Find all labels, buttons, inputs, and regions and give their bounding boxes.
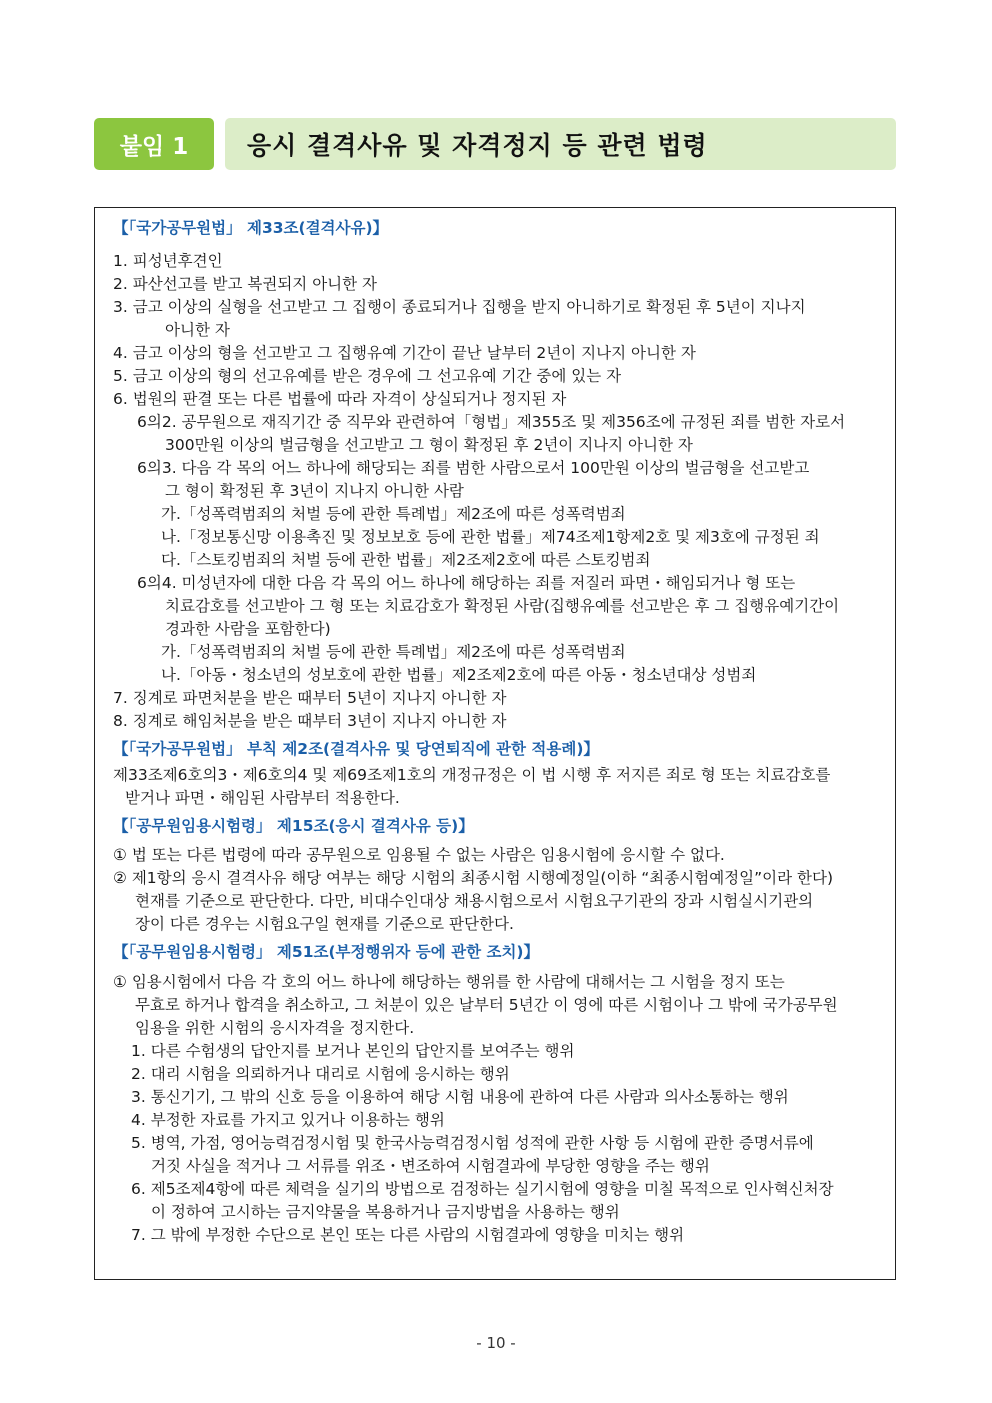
law-line: 7. 징계로 파면처분을 받은 때부터 5년이 지나지 아니한 자 bbox=[113, 689, 507, 707]
law-line: ① 법 또는 다른 법령에 따라 공무원으로 임용될 수 없는 사람은 임용시험에 응시할 수 없다. bbox=[113, 846, 725, 864]
law-line: 이 정하여 고시하는 금지약물을 복용하거나 금지방법을 사용하는 행위 bbox=[151, 1203, 620, 1221]
law-line: 300만원 이상의 벌금형을 선고받고 그 형이 확정된 후 2년이 지나지 아니한 자 bbox=[165, 436, 693, 454]
law-line: 거짓 사실을 적거나 그 서류를 위조・변조하여 시험결과에 부당한 영향을 주는 행위 bbox=[151, 1157, 710, 1175]
law-line: 현재를 기준으로 판단한다. 다만, 비대수인대상 채용시험으로서 시험요구기관의 장과 시험실시기관의 bbox=[135, 892, 814, 910]
law-line: 가.「성폭력범죄의 처벌 등에 관한 특례법」제2조에 따른 성폭력범죄 bbox=[161, 643, 626, 661]
law-line: 다.「스토킹범죄의 처벌 등에 관한 법률」제2조제2호에 따른 스토킹범죄 bbox=[161, 551, 651, 569]
attachment-badge: 붙임 1 bbox=[94, 118, 214, 170]
law-line: 5. 병역, 가점, 영어능력검정시험 및 한국사능력검정시험 성적에 관한 사항 등 시험에 관한 증명서류에 bbox=[131, 1134, 814, 1152]
law-line: 나.「정보통신망 이용촉진 및 정보보호 등에 관한 법률」제74조제1항제2호 및 제3호에 규정된 죄 bbox=[161, 528, 820, 546]
law-line: 무효로 하거나 합격을 취소하고, 그 처분이 있은 날부터 5년간 이 영에 따른 시험이나 그 밖에 국가공무원 bbox=[135, 996, 838, 1014]
law-line: 가.「성폭력범죄의 처벌 등에 관한 특례법」제2조에 따른 성폭력범죄 bbox=[161, 505, 626, 523]
law-line: 3. 금고 이상의 실형을 선고받고 그 집행이 종료되거나 집행을 받지 아니하기로 확정된 후 5년이 지나지 bbox=[113, 298, 806, 316]
law-line: 1. 피성년후견인 bbox=[113, 252, 223, 270]
law-line: 2. 파산선고를 받고 복권되지 아니한 자 bbox=[113, 275, 378, 293]
law-line: 6의4. 미성년자에 대한 다음 각 목의 어느 하나에 해당하는 죄를 저질러 파면・해임되거나 형 또는 bbox=[137, 574, 796, 592]
attachment-header bbox=[94, 118, 896, 170]
attachment-title-bar bbox=[225, 118, 896, 170]
law-line: 장이 다른 경우는 시험요구일 현재를 기준으로 판단한다. bbox=[135, 915, 514, 933]
section-heading: 【「공무원임용시험령」 제15조(응시 결격사유 등)】 bbox=[113, 817, 474, 835]
section-heading: 【「국가공무원법」 제33조(결격사유)】 bbox=[113, 219, 389, 237]
law-line: 6. 제5조제4항에 따른 체력을 실기의 방법으로 검정하는 실기시험에 영향을 미칠 목적으로 인사혁신처장 bbox=[131, 1180, 834, 1198]
law-line: 그 형이 확정된 후 3년이 지나지 아니한 사람 bbox=[165, 482, 464, 500]
law-line: 임용을 위한 시험의 응시자격을 정지한다. bbox=[135, 1019, 415, 1037]
law-line: 1. 다른 수험생의 답안지를 보거나 본인의 답안지를 보여주는 행위 bbox=[131, 1042, 575, 1060]
law-line: 7. 그 밖에 부정한 수단으로 본인 또는 다른 사람의 시험결과에 영향을 미치는 행위 bbox=[131, 1226, 685, 1244]
law-line: 5. 금고 이상의 형의 선고유예를 받은 경우에 그 선고유예 기간 중에 있는 자 bbox=[113, 367, 622, 385]
attachment-title: 응시 결격사유 및 자격정지 등 관련 법령 bbox=[247, 131, 708, 160]
law-line: 6의2. 공무원으로 재직기간 중 직무와 관련하여「형법」제355조 및 제356조에 규정된 죄를 범한 자로서 bbox=[137, 413, 846, 431]
law-line: ① 임용시험에서 다음 각 호의 어느 하나에 해당하는 행위를 한 사람에 대해서는 그 시험을 정지 또는 bbox=[113, 973, 785, 991]
law-line: 8. 징계로 해임처분을 받은 때부터 3년이 지나지 아니한 자 bbox=[113, 712, 507, 730]
law-line: 2. 대리 시험을 의뢰하거나 대리로 시험에 응시하는 행위 bbox=[131, 1065, 510, 1083]
law-line: 아니한 자 bbox=[165, 321, 230, 339]
law-line: 4. 부정한 자료를 가지고 있거나 이용하는 행위 bbox=[131, 1111, 445, 1129]
page-number: - 10 - bbox=[476, 1334, 516, 1352]
law-line: 3. 통신기기, 그 밖의 신호 등을 이용하여 해당 시험 내용에 관하여 다른 사람과 의사소통하는 행위 bbox=[131, 1088, 789, 1106]
law-line: 받거나 파면・해임된 사람부터 적용한다. bbox=[125, 789, 400, 807]
law-line: ② 제1항의 응시 결격사유 해당 여부는 해당 시험의 최종시험 시행예정일(이하 “최종시험예정일”이라 한다) bbox=[113, 869, 834, 887]
law-line: 경과한 사람을 포함한다) bbox=[165, 620, 331, 638]
law-line: 4. 금고 이상의 형을 선고받고 그 집행유예 기간이 끝난 날부터 2년이 지나지 아니한 자 bbox=[113, 344, 696, 362]
law-line: 6의3. 다음 각 목의 어느 하나에 해당되는 죄를 범한 사람으로서 100만원 이상의 벌금형을 선고받고 bbox=[137, 459, 810, 477]
law-line: 제33조제6호의3・제6호의4 및 제69조제1호의 개정규정은 이 법 시행 후 저지른 죄로 형 또는 치료감호를 bbox=[113, 766, 831, 784]
section-heading: 【「국가공무원법」 부칙 제2조(결격사유 및 당연퇴직에 관한 적용례)】 bbox=[113, 740, 599, 758]
law-line: 치료감호를 선고받아 그 형 또는 치료감호가 확정된 사람(집행유예를 선고받은 후 그 집행유예기간이 bbox=[165, 597, 840, 615]
law-line: 6. 법원의 판결 또는 다른 법률에 따라 자격이 상실되거나 정지된 자 bbox=[113, 390, 567, 408]
section-heading: 【「공무원임용시험령」 제51조(부정행위자 등에 관한 조치)】 bbox=[113, 943, 540, 961]
law-line: 나.「아동・청소년의 성보호에 관한 법률」제2조제2호에 따른 아동・청소년대상 성범죄 bbox=[161, 666, 757, 684]
